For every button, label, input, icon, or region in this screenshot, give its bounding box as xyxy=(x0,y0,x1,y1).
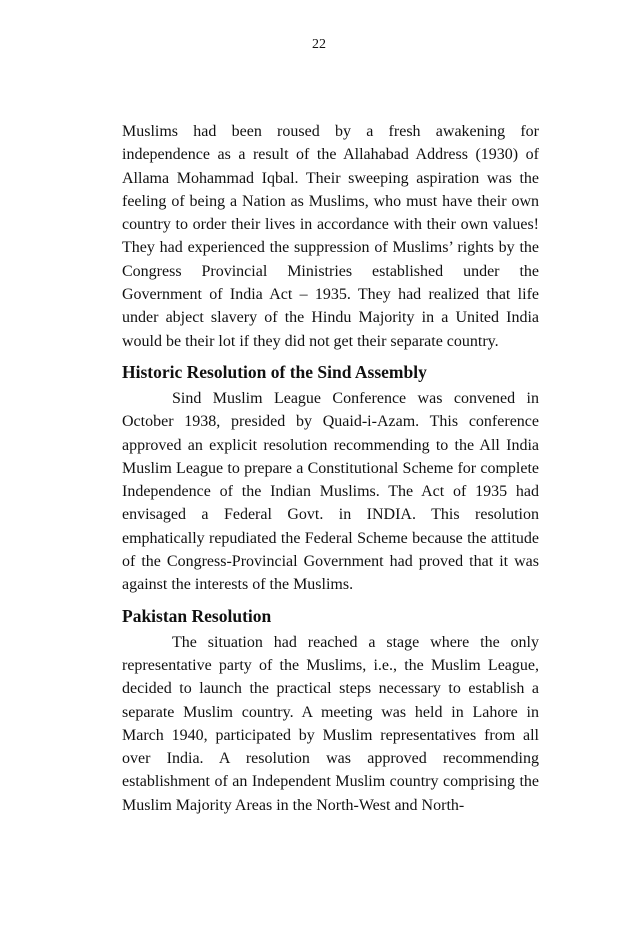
page-body xyxy=(122,120,539,817)
section-heading-pakistan-resolution: Pakistan Resolution xyxy=(122,605,272,626)
section-paragraph-pakistan-resolution: The situation had reached a stage where the only representative party of the Muslims, i.e., the Muslim League, decided to launch the practical steps necessary to establish a separate Muslim country. A meeting was held in Lahore in March 1940, participated by Muslim representatives from all over India. A resolution was approved recommending establishment of an Independent Muslim country comprising the Muslim Majority Areas in the North-West and North- xyxy=(122,633,539,814)
section-heading-sind-assembly: Historic Resolution of the Sind Assembly xyxy=(122,361,427,382)
page-number: 22 xyxy=(312,37,326,52)
section-paragraph-sind-assembly: Sind Muslim League Conference was convened in October 1938, presided by Quaid-i-Azam. This conference approved an explicit resolution recommending to the All India Muslim League to prepare a Constitutional Scheme for complete Independence of the Indian Muslims. The Act of 1935 had envisaged a Federal Govt. in INDIA. This resolution emphatically repudiated the Federal Scheme because the attitude of the Congress-Provincial Government had proved that it was against the interests of the Muslims. xyxy=(122,389,539,594)
intro-paragraph: Muslims had been roused by a fresh awakening for independence as a result of the Allahabad Address (1930) of Allama Mohammad Iqbal. Their sweeping aspiration was the feeling of being a Nation as Muslims, who must have their own country to order their lives in accordance with their own values! They had experienced the suppression of Muslims’ rights by the Congress Provincial Ministries established under the Government of India Act – 1935. They had realized that life under abject slavery of the Hindu Majority in a United India would be their lot if they did not get their separate country. xyxy=(122,123,539,350)
